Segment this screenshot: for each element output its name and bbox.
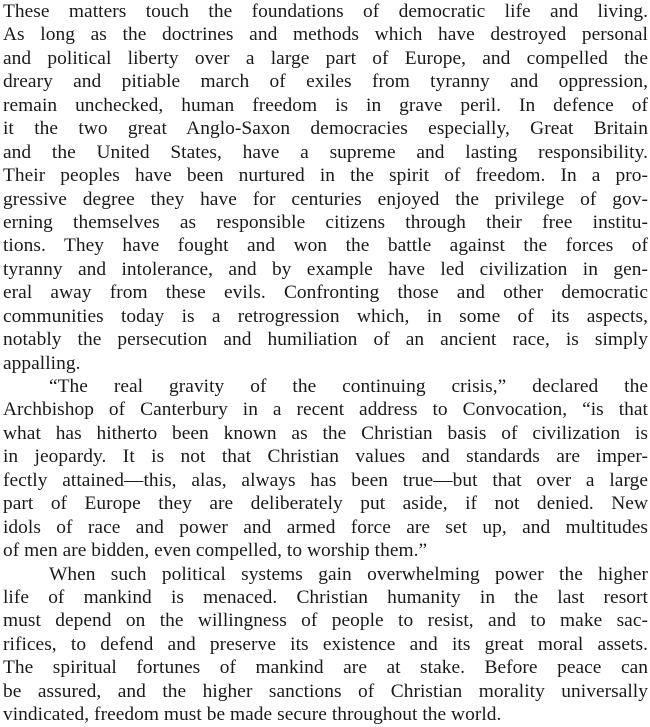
text-line: appalling.	[3, 352, 81, 374]
text-line: life of mankind is menaced. Christian humanity in the last resort	[3, 586, 648, 608]
text-line: communities today is a retrogression which, in some of its aspects,	[3, 305, 648, 327]
text-line: gressive degree they have for centuries enjoyed the privilege of gov-	[3, 188, 648, 210]
paragraph-1	[3, 0, 648, 375]
text-line: idols of race and power and armed force are set up, and multitudes	[3, 516, 648, 538]
text-line: Their peoples have been nurtured in the spirit of freedom. In a pro-	[3, 165, 648, 187]
text-line: tyranny and intolerance, and by example have led civilization in gen-	[3, 258, 648, 280]
text-line: fectly attained—this, alas, always has been true—but that over a large	[3, 469, 648, 491]
text-line: of men are bidden, even compelled, to worship them.”	[3, 540, 428, 562]
text-line: As long as the doctrines and methods which have destroyed personal	[3, 24, 648, 46]
text-line: tions. They have fought and won the battle against the forces of	[3, 235, 648, 257]
text-line: must depend on the willingness of people to resist, and to make sac-	[3, 610, 648, 632]
text-line: and the United States, have a supreme and lasting responsibility.	[3, 141, 648, 163]
text-line: Archbishop of Canterbury in a recent address to Convocation, “is that	[3, 399, 648, 421]
text-line: “The real gravity of the continuing crisis,” declared the	[49, 376, 648, 397]
text-line: When such political systems gain overwhelming power the higher	[49, 563, 648, 585]
text-line: vindicated, freedom must be made secure throughout the world.	[3, 704, 502, 726]
text-line: remain unchecked, human freedom is in grave peril. In defence of	[3, 94, 648, 116]
text-line: dreary and pitiable march of exiles from tyranny and oppression,	[3, 71, 648, 93]
text-line: and political liberty over a large part of Europe, and compelled the	[3, 47, 648, 69]
paragraph-3	[3, 563, 648, 727]
text-line: part of Europe they are deliberately put aside, if not denied. New	[3, 493, 648, 515]
text-line: it the two great Anglo-Saxon democracies especially, Great Britain	[3, 118, 648, 140]
text-line: in jeopardy. It is not that Christian values and standards are imper-	[3, 446, 648, 468]
text-line: These matters touch the foundations of democratic life and living.	[3, 1, 648, 22]
text-line: The spiritual fortunes of mankind are at stake. Before peace can	[3, 657, 648, 679]
paragraph-2	[3, 375, 648, 563]
text-line: what has hitherto been known as the Christian basis of civilization is	[3, 422, 648, 444]
text-line: eral away from these evils. Confronting those and other democratic	[3, 282, 648, 304]
text-line: notably the persecution and humiliation of an ancient race, is simply	[3, 329, 648, 351]
text-line: erning themselves as responsible citizens through their free institu-	[3, 211, 648, 233]
document-page	[3, 0, 648, 727]
text-line: be assured, and the higher sanctions of Christian morality universally	[3, 680, 648, 702]
text-line: rifices, to defend and preserve its existence and its great moral assets.	[3, 633, 648, 655]
